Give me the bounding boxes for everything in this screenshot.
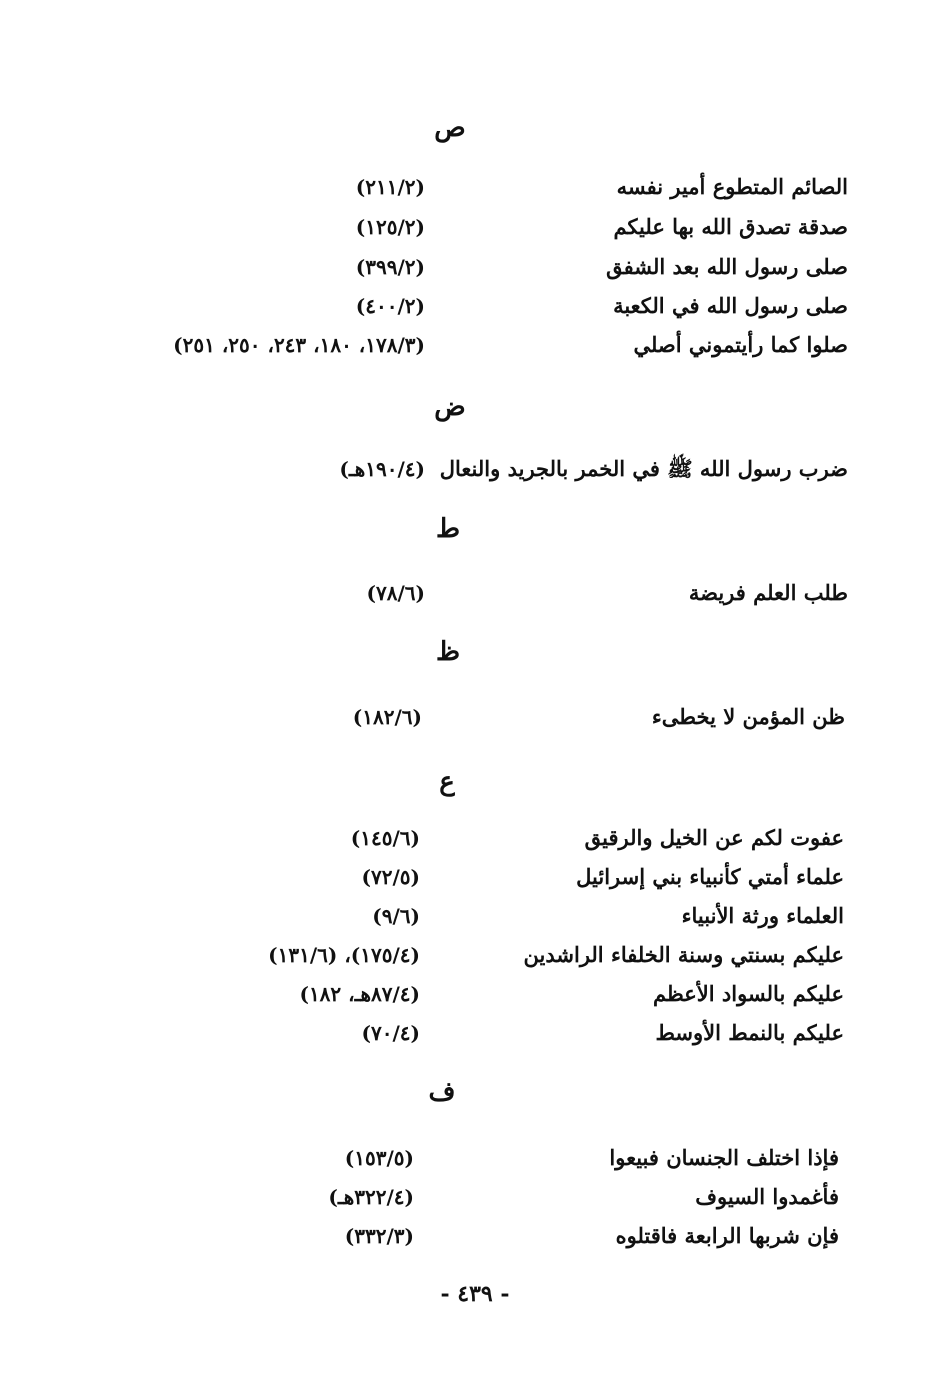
entry-text: عفوت لكم عن الخيل والرقيق bbox=[584, 825, 844, 850]
entry-reference: (٧٢/٥) bbox=[361, 865, 420, 889]
index-entry bbox=[0, 452, 940, 486]
index-entry bbox=[0, 977, 940, 1011]
section-letter: ص bbox=[434, 113, 466, 143]
index-entry bbox=[0, 938, 940, 972]
entry-text: الصائم المتطوع أمير نفسه bbox=[616, 174, 848, 199]
index-entry bbox=[0, 250, 940, 284]
entry-reference: (١٥٣/٥) bbox=[344, 1146, 414, 1170]
entry-reference: (٣٢٢/٤هـ) bbox=[328, 1185, 414, 1209]
entry-reference: (٢١١/٢) bbox=[355, 175, 425, 199]
entry-text: طلب العلم فريضة bbox=[688, 580, 848, 605]
entry-reference: (٧٠/٤) bbox=[361, 1021, 420, 1045]
entry-reference: (٣٩٩/٢) bbox=[355, 255, 425, 279]
entry-reference: (١٧٥/٤)، (١٣١/٦) bbox=[268, 943, 420, 967]
entry-reference: (١٤٥/٦) bbox=[350, 826, 420, 850]
index-entry bbox=[0, 899, 940, 933]
entry-text: فإذا اختلف الجنسان فبيعوا bbox=[609, 1145, 839, 1170]
index-entry bbox=[0, 328, 940, 362]
entry-text: فأغمدوا السيوف bbox=[695, 1184, 839, 1209]
entry-reference: (١٩٠/٤هـ) bbox=[339, 457, 425, 481]
page-number: - ٤٣٩ - bbox=[440, 1281, 510, 1307]
index-entry bbox=[0, 289, 940, 323]
index-entry bbox=[0, 576, 940, 610]
entry-reference: (١٨٢/٦) bbox=[352, 705, 422, 729]
entry-reference: (٩/٦) bbox=[372, 904, 420, 928]
entry-text: فإن شربها الرابعة فاقتلوه bbox=[615, 1223, 839, 1248]
entry-text: علماء أمتي كأنبياء بني إسرائيل bbox=[576, 864, 844, 889]
entry-reference: (٤٠٠/٢) bbox=[355, 294, 425, 318]
index-entry bbox=[0, 700, 940, 734]
section-letter: ف bbox=[428, 1077, 456, 1107]
entry-reference: (١٢٥/٢) bbox=[355, 215, 425, 239]
section-letter: ط bbox=[435, 514, 461, 544]
index-entry bbox=[0, 1016, 940, 1050]
entry-text: صلى رسول الله بعد الشفق bbox=[606, 254, 848, 279]
entry-text: ضرب رسول الله ﷺ في الخمر بالجريد والنعال bbox=[439, 456, 848, 481]
section-letter: ض bbox=[434, 392, 466, 422]
entry-text: عليكم بالسواد الأعظم bbox=[653, 981, 844, 1006]
index-entry bbox=[0, 1180, 940, 1214]
section-letter: ع bbox=[439, 767, 455, 797]
entry-text: صدقة تصدق الله بها عليكم bbox=[613, 214, 848, 239]
index-entry bbox=[0, 170, 940, 204]
entry-text: صلى رسول الله في الكعبة bbox=[613, 293, 848, 318]
index-entry bbox=[0, 1141, 940, 1175]
entry-text: صلوا كما رأيتموني أصلي bbox=[633, 332, 848, 357]
entry-reference: (٣٣٢/٣) bbox=[344, 1224, 414, 1248]
entry-reference: (١٧٨/٣، ١٨٠، ٢٤٣، ٢٥٠، ٢٥١) bbox=[173, 333, 425, 357]
entry-reference: (٧٨/٦) bbox=[366, 581, 425, 605]
entry-reference: (٨٧/٤هـ، ١٨٢) bbox=[299, 982, 420, 1006]
index-entry bbox=[0, 210, 940, 244]
index-entry bbox=[0, 860, 940, 894]
entry-text: عليكم بسنتي وسنة الخلفاء الراشدين bbox=[523, 942, 844, 967]
entry-text: العلماء ورثة الأنبياء bbox=[681, 903, 844, 928]
entry-text: ظن المؤمن لا يخطىء bbox=[651, 704, 845, 729]
index-entry bbox=[0, 1219, 940, 1253]
entry-text: عليكم بالنمط الأوسط bbox=[655, 1020, 844, 1045]
index-entry bbox=[0, 821, 940, 855]
section-letter: ظ bbox=[435, 637, 461, 667]
